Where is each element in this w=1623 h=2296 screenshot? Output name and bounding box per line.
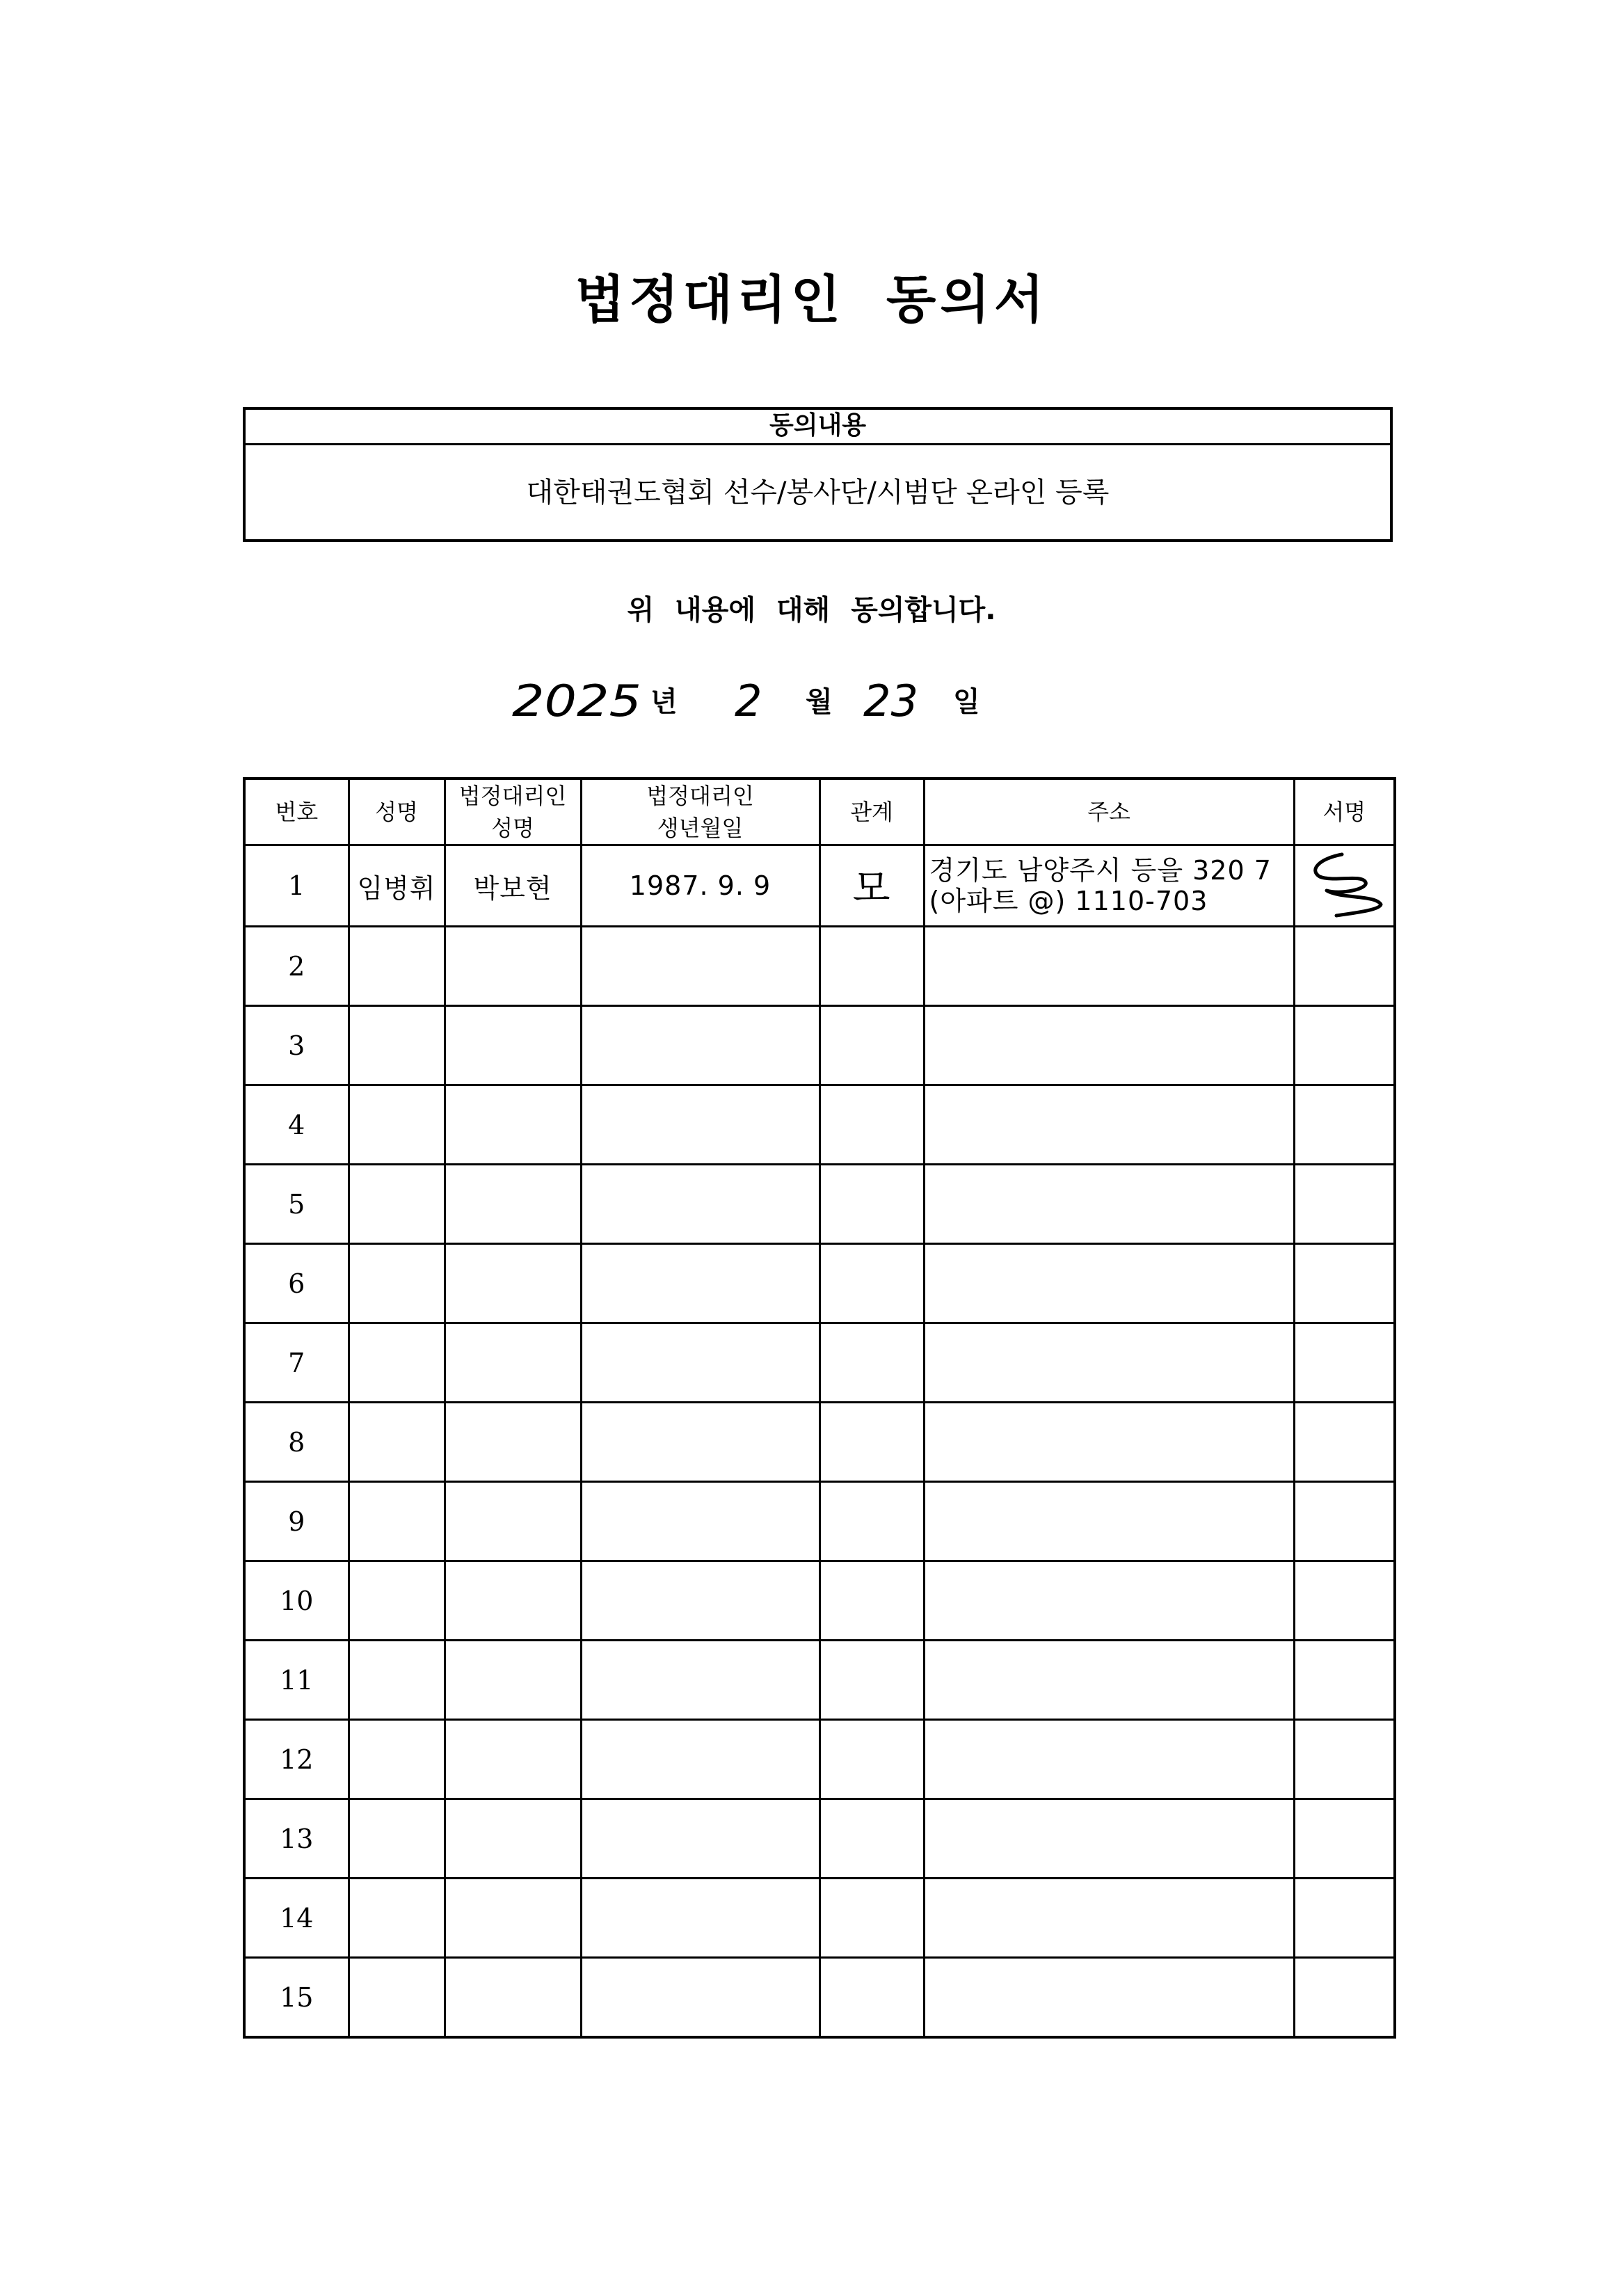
- row-address: [924, 1244, 1294, 1323]
- table-row: [244, 1958, 1395, 2038]
- header-address: 주소: [924, 779, 1294, 845]
- row-address: [924, 1085, 1294, 1165]
- row-number: 8: [244, 1403, 349, 1482]
- row-guardian-birth: [581, 1006, 820, 1085]
- row-address: [924, 845, 1294, 927]
- row-guardian-birth: [581, 1244, 820, 1323]
- row-relation: [820, 1403, 924, 1482]
- month-label: 월: [806, 686, 833, 718]
- row-relation: [820, 1244, 924, 1323]
- consent-header: 동의내용: [246, 410, 1390, 445]
- header-signature: 서명: [1294, 779, 1395, 845]
- header-guardian-birth: [581, 779, 820, 845]
- table-row: [244, 1165, 1395, 1244]
- row-guardian-name: [445, 1641, 581, 1720]
- header-name: 성명: [349, 779, 445, 845]
- table-row: [244, 1879, 1395, 1958]
- row-guardian-birth: [581, 1482, 820, 1561]
- row-signature: [1294, 1720, 1395, 1799]
- row-guardian-name: 박보현: [445, 845, 581, 927]
- row-number: 4: [244, 1085, 349, 1165]
- handwritten-signature: [1299, 846, 1389, 919]
- row-guardian-birth: [581, 1403, 820, 1482]
- row-name: 임병휘: [349, 845, 445, 927]
- row-signature: [1294, 1085, 1395, 1165]
- row-guardian-name: [445, 927, 581, 1006]
- row-signature: [1294, 1879, 1395, 1958]
- row-address: [924, 1165, 1294, 1244]
- header-guardian-birth-line1: 법정대리인: [646, 783, 754, 809]
- row-guardian-birth: [581, 1720, 820, 1799]
- row-signature: [1294, 1165, 1395, 1244]
- row-address-line1: 경기도 남양주시 등을 320 7: [929, 855, 1272, 886]
- row-signature: [1294, 845, 1395, 927]
- row-relation: [820, 1641, 924, 1720]
- row-guardian-name: [445, 1323, 581, 1403]
- table-row: [244, 1561, 1395, 1641]
- handwritten-day: [859, 671, 943, 727]
- row-guardian-name: [445, 1879, 581, 1958]
- row-name: [349, 1561, 445, 1641]
- table-row: [244, 1482, 1395, 1561]
- row-guardian-birth: [581, 1799, 820, 1879]
- row-number: 9: [244, 1482, 349, 1561]
- header-relation: 관계: [820, 779, 924, 845]
- row-signature: [1294, 1244, 1395, 1323]
- row-signature: [1294, 1482, 1395, 1561]
- row-guardian-birth: [581, 1085, 820, 1165]
- row-guardian-birth: [581, 927, 820, 1006]
- row-relation: [820, 927, 924, 1006]
- row-address: [924, 1561, 1294, 1641]
- header-guardian-birth-line2: 생년월일: [657, 815, 744, 841]
- row-guardian-birth: 1987. 9. 9: [581, 845, 820, 927]
- row-guardian-birth: [581, 1879, 820, 1958]
- row-address: [924, 1879, 1294, 1958]
- table-row: [244, 1006, 1395, 1085]
- table-row: [244, 927, 1395, 1006]
- row-guardian-name: [445, 1799, 581, 1879]
- svg-text:2025: 2025: [512, 676, 641, 726]
- row-guardian-name: [445, 1165, 581, 1244]
- table-row: [244, 1085, 1395, 1165]
- row-guardian-name: [445, 1403, 581, 1482]
- row-signature: [1294, 1403, 1395, 1482]
- row-guardian-birth: [581, 1561, 820, 1641]
- row-name: [349, 1244, 445, 1323]
- row-signature: [1294, 1958, 1395, 2038]
- svg-text:2: 2: [735, 676, 762, 726]
- row-guardian-birth: [581, 1641, 820, 1720]
- date-line: [0, 671, 1623, 727]
- agree-statement: 위 내용에 대해 동의합니다.: [627, 594, 996, 626]
- header-guardian-name-line2: 성명: [491, 815, 534, 841]
- row-number: 1: [244, 845, 349, 927]
- row-relation: 모: [820, 845, 924, 927]
- row-address: [924, 1799, 1294, 1879]
- row-name: [349, 1720, 445, 1799]
- row-guardian-name: [445, 1561, 581, 1641]
- row-number: 6: [244, 1244, 349, 1323]
- row-relation: [820, 1323, 924, 1403]
- day-label: 일: [953, 686, 980, 718]
- row-number: 10: [244, 1561, 349, 1641]
- table-row: [244, 1244, 1395, 1323]
- table-header-row: [244, 779, 1395, 845]
- row-signature: [1294, 1561, 1395, 1641]
- row-name: [349, 1958, 445, 2038]
- row-number: 14: [244, 1879, 349, 1958]
- svg-text:23: 23: [863, 676, 918, 726]
- row-relation: [820, 1085, 924, 1165]
- guardian-roster-table: [243, 777, 1396, 2039]
- row-number: 3: [244, 1006, 349, 1085]
- row-number: 12: [244, 1720, 349, 1799]
- row-relation: [820, 1006, 924, 1085]
- row-relation: [820, 1482, 924, 1561]
- row-signature: [1294, 1006, 1395, 1085]
- row-signature: [1294, 1799, 1395, 1879]
- row-relation: [820, 1561, 924, 1641]
- row-name: [349, 1085, 445, 1165]
- year-label: 년: [650, 686, 678, 718]
- row-number: 11: [244, 1641, 349, 1720]
- row-address: [924, 1403, 1294, 1482]
- row-guardian-birth: [581, 1958, 820, 2038]
- row-name: [349, 1799, 445, 1879]
- table-row: [244, 1323, 1395, 1403]
- row-name: [349, 1006, 445, 1085]
- document-title: 법정대리인 동의서: [575, 270, 1048, 330]
- row-address: [924, 927, 1294, 1006]
- consent-content: 대한태권도협회 선수/봉사단/시범단 온라인 등록: [526, 477, 1110, 509]
- row-guardian-name: [445, 1244, 581, 1323]
- row-number: 13: [244, 1799, 349, 1879]
- row-name: [349, 1879, 445, 1958]
- row-address: [924, 1006, 1294, 1085]
- row-address: [924, 1958, 1294, 2038]
- handwritten-year: [508, 671, 647, 727]
- row-guardian-name: [445, 1085, 581, 1165]
- row-address: [924, 1482, 1294, 1561]
- row-signature: [1294, 1641, 1395, 1720]
- row-address: [924, 1641, 1294, 1720]
- row-relation: [820, 1165, 924, 1244]
- table-row: [244, 1403, 1395, 1482]
- row-guardian-name: [445, 1006, 581, 1085]
- header-number: 번호: [244, 779, 349, 845]
- row-number: 15: [244, 1958, 349, 2038]
- row-relation: [820, 1720, 924, 1799]
- header-guardian-name-line1: 법정대리인: [458, 783, 567, 809]
- row-name: [349, 1165, 445, 1244]
- row-signature: [1294, 1323, 1395, 1403]
- row-name: [349, 1482, 445, 1561]
- table-row: [244, 1641, 1395, 1720]
- row-number: 2: [244, 927, 349, 1006]
- row-guardian-name: [445, 1720, 581, 1799]
- row-name: [349, 1641, 445, 1720]
- row-guardian-name: [445, 1958, 581, 2038]
- row-guardian-birth: [581, 1165, 820, 1244]
- row-signature: [1294, 927, 1395, 1006]
- row-name: [349, 1403, 445, 1482]
- row-relation: [820, 1958, 924, 2038]
- row-relation: [820, 1799, 924, 1879]
- row-name: [349, 927, 445, 1006]
- row-guardian-name: [445, 1482, 581, 1561]
- row-name: [349, 1323, 445, 1403]
- row-number: 7: [244, 1323, 349, 1403]
- row-guardian-birth: [581, 1323, 820, 1403]
- header-guardian-name: [445, 779, 581, 845]
- table-row: [244, 1799, 1395, 1879]
- row-address: [924, 1720, 1294, 1799]
- handwritten-month: [730, 671, 786, 727]
- row-number: 5: [244, 1165, 349, 1244]
- consent-box: [243, 407, 1393, 542]
- table-row: [244, 845, 1395, 927]
- row-address: [924, 1323, 1294, 1403]
- table-row: [244, 1720, 1395, 1799]
- row-relation: [820, 1879, 924, 1958]
- row-address-line2: (아파트 @) 1110-703: [929, 886, 1208, 916]
